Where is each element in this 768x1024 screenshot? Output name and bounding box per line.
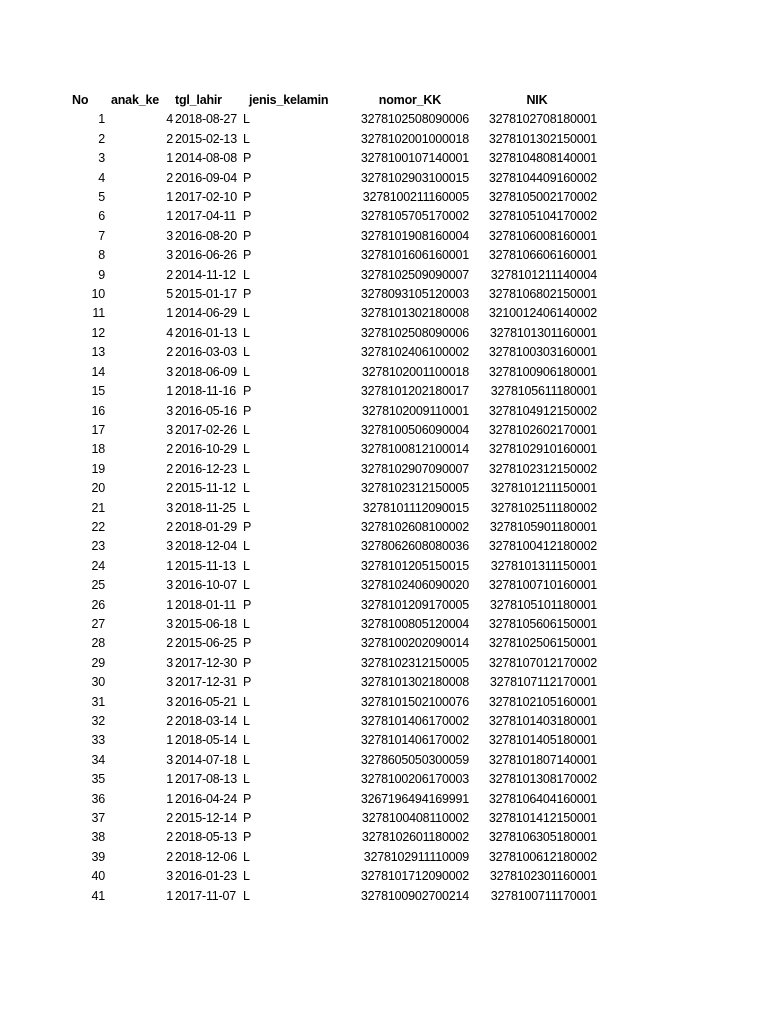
cell-jenis-kelamin: L: [242, 616, 250, 631]
cell-nomor-kk: 3278105705170002: [360, 209, 469, 224]
cell-tgl-lahir: 2018-08-27: [175, 112, 237, 127]
cell-jenis-kelamin: P: [242, 403, 252, 418]
table-row: [66, 324, 599, 343]
cell-nomor-kk: 3278100812100014: [360, 442, 469, 457]
table-row: [66, 654, 599, 673]
cell-tgl-lahir: 2015-06-18: [175, 616, 237, 631]
cell-nomor-kk: 3267196494169991: [360, 791, 469, 806]
cell-no: 35: [91, 772, 105, 787]
cell-jenis-kelamin: P: [242, 170, 252, 185]
cell-no: 11: [92, 306, 105, 321]
cell-anak-ke: 3: [166, 422, 173, 437]
cell-jenis-kelamin: L: [242, 481, 250, 496]
cell-nik: 3278102105160001: [488, 694, 597, 709]
cell-jenis-kelamin: L: [242, 772, 250, 787]
cell-nik: 3278107012170002: [488, 655, 597, 670]
cell-jenis-kelamin: P: [242, 228, 252, 243]
cell-nomor-kk: 3278102009110001: [361, 403, 469, 418]
cell-nomor-kk: 3278102508090006: [360, 112, 469, 127]
cell-anak-ke: 3: [166, 228, 173, 243]
cell-jenis-kelamin: L: [242, 888, 250, 903]
cell-tgl-lahir: 2017-02-10: [175, 190, 237, 205]
cell-no: 15: [91, 384, 105, 399]
cell-tgl-lahir: 2014-07-18: [175, 752, 237, 767]
cell-jenis-kelamin: L: [242, 558, 250, 573]
cell-tgl-lahir: 2017-11-07: [175, 888, 237, 903]
cell-no: 3: [98, 151, 105, 166]
cell-anak-ke: 5: [166, 287, 173, 302]
cell-nomor-kk: 3278102903100015: [360, 170, 469, 185]
cell-nomor-kk: 3278101205150015: [360, 558, 469, 573]
table-header: [66, 91, 599, 110]
header-anak-ke: anak_ke: [111, 93, 159, 107]
cell-anak-ke: 3: [166, 500, 173, 515]
cell-no: 20: [91, 481, 105, 496]
cell-nik: 3278101807140001: [488, 752, 597, 767]
cell-anak-ke: 3: [166, 869, 173, 884]
cell-tgl-lahir: 2018-01-29: [175, 519, 237, 534]
header-tgl-lahir: tgl_lahir: [175, 93, 222, 107]
cell-anak-ke: 2: [166, 131, 173, 146]
cell-no: 10: [91, 287, 105, 302]
cell-tgl-lahir: 2018-12-06: [175, 849, 237, 864]
table-row: [66, 673, 599, 692]
cell-no: 33: [91, 733, 105, 748]
cell-nomor-kk: 3278102001000018: [360, 131, 469, 146]
cell-no: 21: [91, 500, 105, 515]
cell-jenis-kelamin: P: [242, 655, 252, 670]
table-row: [66, 770, 599, 789]
cell-anak-ke: 4: [166, 112, 173, 127]
table-row: [66, 615, 599, 634]
cell-jenis-kelamin: P: [242, 519, 252, 534]
table-row: [66, 246, 599, 265]
cell-nik: 3278105611180001: [490, 384, 597, 399]
cell-tgl-lahir: 2016-09-04: [175, 170, 237, 185]
cell-anak-ke: 3: [166, 655, 173, 670]
cell-anak-ke: 1: [166, 597, 173, 612]
cell-anak-ke: 1: [166, 306, 173, 321]
cell-nik: 3278105606150001: [488, 616, 597, 631]
cell-no: 24: [91, 558, 105, 573]
cell-nomor-kk: 3278062608080036: [360, 539, 469, 554]
cell-nomor-kk: 3278100211160005: [362, 190, 469, 205]
cell-nik: 3278104912150002: [488, 403, 597, 418]
table-row: [66, 518, 599, 537]
cell-nomor-kk: 3278100202090014: [360, 636, 469, 651]
cell-nomor-kk: 3278101302180008: [360, 306, 469, 321]
cell-nomor-kk: 3278102907090007: [360, 461, 469, 476]
table-row: [66, 402, 599, 421]
cell-nik: 3278104808140001: [488, 151, 597, 166]
cell-no: 17: [91, 422, 105, 437]
header-nomor-kk: nomor_KK: [378, 93, 442, 107]
cell-no: 41: [91, 888, 105, 903]
cell-jenis-kelamin: P: [242, 209, 252, 224]
cell-nomor-kk: 3278101112090015: [362, 500, 469, 515]
cell-nik: 3210012406140002: [488, 306, 597, 321]
cell-nik: 3278104409160002: [488, 170, 597, 185]
cell-tgl-lahir: 2016-05-16: [175, 403, 237, 418]
cell-nik: 3278102511180002: [490, 500, 597, 515]
table-row: [66, 207, 599, 226]
cell-nomor-kk: 3278100902700214: [360, 888, 469, 903]
cell-tgl-lahir: 2015-02-13: [175, 131, 237, 146]
cell-nik: 3278101302150001: [488, 131, 597, 146]
cell-jenis-kelamin: L: [242, 869, 250, 884]
cell-nomor-kk: 3278100408110002: [361, 811, 469, 826]
cell-no: 23: [91, 539, 105, 554]
table-row: [66, 712, 599, 731]
cell-nomor-kk: 3278101712090002: [360, 869, 469, 884]
cell-no: 9: [98, 267, 105, 282]
cell-no: 6: [98, 209, 105, 224]
cell-nomor-kk: 3278102608100002: [360, 519, 469, 534]
cell-nik: 3278106008160001: [488, 228, 597, 243]
cell-jenis-kelamin: L: [242, 112, 250, 127]
table-row: [66, 421, 599, 440]
cell-tgl-lahir: 2016-04-24: [175, 791, 237, 806]
cell-jenis-kelamin: L: [242, 422, 250, 437]
cell-tgl-lahir: 2018-06-09: [175, 364, 237, 379]
cell-nomor-kk: 3278101302180008: [360, 675, 469, 690]
table-body: [66, 110, 599, 906]
cell-anak-ke: 3: [166, 694, 173, 709]
cell-no: 7: [98, 228, 105, 243]
header-jenis-kelamin: jenis_kelamin: [248, 93, 329, 107]
cell-nik: 3278102910160001: [488, 442, 597, 457]
cell-nik: 3278101211150001: [490, 481, 597, 496]
table-row: [66, 382, 599, 401]
header-row: [66, 91, 599, 110]
data-table: [66, 91, 599, 906]
table-row: [66, 887, 599, 906]
cell-nik: 3278106305180001: [488, 830, 597, 845]
cell-jenis-kelamin: L: [242, 500, 250, 515]
cell-tgl-lahir: 2016-12-23: [175, 461, 237, 476]
cell-nomor-kk: 3278101406170002: [360, 714, 469, 728]
cell-tgl-lahir: 2018-03-14: [175, 714, 237, 728]
cell-anak-ke: 2: [166, 345, 173, 360]
cell-tgl-lahir: 2018-11-16: [175, 384, 237, 399]
table-row: [66, 227, 599, 246]
cell-tgl-lahir: 2015-11-12: [175, 481, 237, 496]
cell-no: 16: [91, 403, 105, 418]
table-row: [66, 828, 599, 847]
table-row: [66, 693, 599, 712]
cell-anak-ke: 1: [166, 190, 173, 205]
table-row: [66, 557, 599, 576]
cell-nomor-kk: 3278605050300059: [360, 752, 469, 767]
cell-tgl-lahir: 2014-06-29: [175, 306, 237, 321]
cell-nik: 3278106606160001: [488, 248, 597, 263]
cell-anak-ke: 3: [166, 248, 173, 263]
cell-nomor-kk: 3278100206170003: [360, 772, 469, 787]
cell-no: 31: [91, 694, 105, 709]
cell-nik: 3278102301160001: [489, 869, 597, 884]
cell-jenis-kelamin: P: [242, 791, 252, 806]
table-row: [66, 848, 599, 867]
cell-no: 38: [91, 830, 105, 845]
table-row: [66, 130, 599, 149]
cell-anak-ke: 3: [166, 578, 173, 593]
cell-no: 12: [91, 325, 105, 340]
cell-tgl-lahir: 2017-08-13: [175, 772, 237, 787]
table-row: [66, 149, 599, 168]
cell-tgl-lahir: 2015-11-13: [175, 558, 237, 573]
cell-no: 4: [98, 170, 105, 185]
cell-anak-ke: 3: [166, 616, 173, 631]
cell-anak-ke: 2: [166, 636, 173, 651]
table-row: [66, 576, 599, 595]
cell-jenis-kelamin: L: [242, 578, 250, 593]
cell-nik: 3278102312150002: [488, 461, 597, 476]
cell-tgl-lahir: 2017-04-11: [175, 209, 237, 224]
cell-jenis-kelamin: L: [242, 345, 250, 360]
cell-nomor-kk: 3278093105120003: [360, 287, 469, 302]
cell-nomor-kk: 3278102312150005: [360, 655, 469, 670]
table-row: [66, 479, 599, 498]
cell-tgl-lahir: 2018-05-13: [175, 830, 237, 845]
cell-nomor-kk: 3278102312150005: [360, 481, 469, 496]
cell-tgl-lahir: 2015-06-25: [175, 636, 237, 651]
table-row: [66, 731, 599, 750]
cell-tgl-lahir: 2016-06-26: [175, 248, 237, 263]
cell-no: 14: [91, 364, 105, 379]
cell-nik: 3278107112170001: [489, 675, 597, 690]
cell-no: 26: [91, 597, 105, 612]
table-row: [66, 440, 599, 459]
cell-jenis-kelamin: L: [242, 714, 250, 728]
cell-anak-ke: 1: [166, 209, 173, 224]
cell-tgl-lahir: 2018-05-14: [175, 733, 237, 748]
cell-anak-ke: 1: [166, 151, 173, 166]
cell-nik: 3278101211140004: [490, 267, 597, 282]
cell-anak-ke: 1: [166, 558, 173, 573]
cell-nik: 3278101308170002: [488, 772, 597, 787]
cell-nik: 3278105104170002: [488, 209, 597, 224]
cell-jenis-kelamin: P: [242, 636, 252, 651]
cell-nomor-kk: 3278102001100018: [361, 364, 469, 379]
cell-nomor-kk: 3278102406100002: [360, 345, 469, 360]
cell-no: 2: [98, 131, 105, 146]
cell-anak-ke: 2: [166, 442, 173, 457]
cell-jenis-kelamin: P: [242, 384, 252, 399]
cell-anak-ke: 2: [166, 481, 173, 496]
cell-nik: 3278102602170001: [488, 422, 597, 437]
table-row: [66, 343, 599, 362]
cell-jenis-kelamin: P: [242, 151, 252, 166]
cell-no: 30: [91, 675, 105, 690]
cell-jenis-kelamin: P: [242, 830, 252, 845]
cell-jenis-kelamin: L: [242, 364, 250, 379]
cell-jenis-kelamin: L: [242, 752, 250, 767]
cell-jenis-kelamin: P: [242, 248, 252, 263]
cell-anak-ke: 2: [166, 830, 173, 845]
cell-tgl-lahir: 2017-12-30: [175, 655, 237, 670]
cell-no: 39: [91, 849, 105, 864]
cell-tgl-lahir: 2016-01-13: [175, 325, 237, 340]
cell-jenis-kelamin: L: [242, 539, 250, 554]
cell-tgl-lahir: 2016-10-29: [175, 442, 237, 457]
cell-anak-ke: 2: [166, 849, 173, 864]
cell-nik: 3278100612180002: [488, 849, 597, 864]
cell-jenis-kelamin: L: [242, 325, 250, 340]
cell-jenis-kelamin: L: [242, 306, 250, 321]
cell-nomor-kk: 3278101908160004: [360, 228, 469, 243]
cell-anak-ke: 2: [166, 811, 173, 826]
cell-tgl-lahir: 2016-03-03: [175, 345, 237, 360]
table-row: [66, 460, 599, 479]
table-row: [66, 537, 599, 556]
table-row: [66, 809, 599, 828]
cell-nomor-kk: 3278101209170005: [360, 597, 469, 612]
cell-nomor-kk: 3278101406170002: [360, 733, 469, 748]
cell-jenis-kelamin: P: [242, 675, 252, 690]
cell-nik: 3278100711170001: [490, 888, 597, 903]
cell-jenis-kelamin: L: [242, 849, 250, 864]
cell-nik: 3278106404160001: [488, 791, 597, 806]
cell-anak-ke: 3: [166, 752, 173, 767]
cell-nik: 3278100412180002: [488, 539, 597, 554]
cell-tgl-lahir: 2016-01-23: [175, 869, 237, 884]
cell-nomor-kk: 3278102911110009: [363, 849, 469, 864]
cell-no: 13: [91, 345, 105, 360]
cell-anak-ke: 1: [166, 888, 173, 903]
cell-nomor-kk: 3278102509090007: [360, 267, 469, 282]
cell-nomor-kk: 3278100506090004: [360, 422, 469, 437]
cell-nomor-kk: 3278101202180017: [360, 384, 469, 399]
cell-tgl-lahir: 2014-08-08: [175, 151, 237, 166]
cell-tgl-lahir: 2014-11-12: [175, 267, 237, 282]
cell-anak-ke: 3: [166, 539, 173, 554]
cell-nik: 3278105901180001: [489, 519, 597, 534]
cell-tgl-lahir: 2017-12-31: [175, 675, 237, 690]
cell-anak-ke: 4: [166, 325, 173, 340]
cell-no: 19: [91, 461, 105, 476]
cell-nomor-kk: 3278101502100076: [360, 694, 469, 709]
cell-jenis-kelamin: P: [242, 811, 252, 826]
cell-nik: 3278105101180001: [489, 597, 597, 612]
table-row: [66, 169, 599, 188]
cell-tgl-lahir: 2016-10-07: [175, 578, 237, 593]
cell-nik: 3278105002170002: [488, 190, 597, 205]
cell-jenis-kelamin: L: [242, 733, 250, 748]
table-row: [66, 634, 599, 653]
cell-no: 37: [91, 811, 105, 826]
cell-nik: 3278102506150001: [488, 636, 597, 651]
cell-anak-ke: 1: [166, 791, 173, 806]
cell-anak-ke: 2: [166, 714, 173, 728]
cell-no: 40: [91, 869, 105, 884]
table-row: [66, 790, 599, 809]
cell-anak-ke: 2: [166, 170, 173, 185]
cell-no: 1: [98, 112, 105, 127]
cell-no: 36: [91, 791, 105, 806]
cell-anak-ke: 1: [166, 384, 173, 399]
cell-nomor-kk: 3278102406090020: [360, 578, 469, 593]
cell-anak-ke: 2: [166, 519, 173, 534]
cell-jenis-kelamin: P: [242, 287, 252, 302]
cell-no: 34: [91, 752, 105, 767]
cell-nik: 3278101412150001: [488, 811, 597, 826]
cell-no: 18: [91, 442, 105, 457]
cell-tgl-lahir: 2018-12-04: [175, 539, 237, 554]
header-no: No: [72, 93, 89, 107]
cell-tgl-lahir: 2015-01-17: [175, 287, 237, 302]
cell-no: 5: [98, 190, 105, 205]
cell-anak-ke: 3: [166, 403, 173, 418]
cell-jenis-kelamin: P: [242, 190, 252, 205]
cell-nik: 3278101301160001: [489, 325, 597, 340]
cell-anak-ke: 2: [166, 267, 173, 282]
table-row: [66, 499, 599, 518]
table-row: [66, 188, 599, 207]
cell-nomor-kk: 3278100805120004: [360, 616, 469, 631]
cell-tgl-lahir: 2015-12-14: [175, 811, 237, 826]
cell-nik: 3278101403180001: [488, 714, 597, 728]
cell-no: 28: [91, 636, 105, 651]
cell-nomor-kk: 3278102601180002: [361, 830, 469, 845]
cell-tgl-lahir: 2018-01-11: [175, 597, 237, 612]
cell-jenis-kelamin: P: [242, 597, 252, 612]
cell-jenis-kelamin: L: [242, 694, 250, 709]
table-row: [66, 751, 599, 770]
cell-no: 25: [91, 578, 105, 593]
cell-nomor-kk: 3278102508090006: [360, 325, 469, 340]
cell-nik: 3278101405180001: [488, 733, 597, 748]
cell-anak-ke: 3: [166, 364, 173, 379]
cell-no: 8: [98, 248, 105, 263]
cell-nik: 3278106802150001: [488, 287, 597, 302]
table-row: [66, 596, 599, 615]
cell-no: 22: [91, 519, 105, 534]
cell-anak-ke: 3: [166, 675, 173, 690]
cell-nik: 3278100303160001: [488, 345, 597, 360]
cell-nik: 3278100710160001: [488, 578, 597, 593]
header-nik: NIK: [526, 93, 548, 107]
cell-tgl-lahir: 2018-11-25: [175, 500, 237, 515]
cell-nomor-kk: 3278100107140001: [360, 151, 469, 166]
table-row: [66, 363, 599, 382]
cell-no: 29: [91, 655, 105, 670]
cell-jenis-kelamin: L: [242, 131, 250, 146]
cell-jenis-kelamin: L: [242, 442, 250, 457]
table-row: [66, 867, 599, 886]
table-row: [66, 285, 599, 304]
table-row: [66, 110, 599, 129]
table-row: [66, 266, 599, 285]
cell-jenis-kelamin: L: [242, 267, 250, 282]
table-row: [66, 304, 599, 323]
cell-anak-ke: 1: [166, 733, 173, 748]
cell-nik: 3278102708180001: [488, 112, 597, 127]
cell-nik: 3278100906180001: [488, 364, 597, 379]
cell-anak-ke: 1: [166, 772, 173, 787]
cell-jenis-kelamin: L: [242, 461, 250, 476]
cell-no: 27: [91, 616, 105, 631]
cell-no: 32: [91, 714, 105, 728]
cell-tgl-lahir: 2017-02-26: [175, 422, 237, 437]
cell-nik: 3278101311150001: [490, 558, 597, 573]
cell-tgl-lahir: 2016-05-21: [175, 694, 237, 709]
cell-tgl-lahir: 2016-08-20: [175, 228, 237, 243]
cell-anak-ke: 2: [166, 461, 173, 476]
cell-nomor-kk: 3278101606160001: [360, 248, 469, 263]
